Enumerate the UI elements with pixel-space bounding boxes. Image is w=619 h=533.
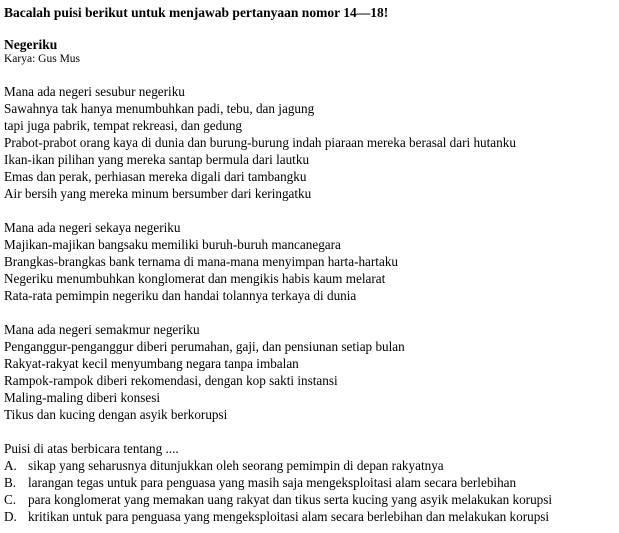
poem-line: Brangkas-brangkas bank ternama di mana-mana menyimpan harta-hartaku	[4, 254, 399, 269]
instruction-text: Bacalah puisi berikut untuk menjawab pertanyaan nomor 14—18!	[4, 5, 389, 20]
poem-line: Emas dan perak, perhiasan mereka digali dari tambangku	[4, 169, 307, 184]
option-letter: C.	[4, 492, 17, 507]
poem-stanza-2	[4, 219, 398, 304]
poem-author: Karya: Gus Mus	[4, 53, 81, 65]
poem-line: Rata-rata pemimpin negeriku dan handai tolannya terkaya di dunia	[4, 288, 357, 303]
poem-line: Negeriku menumbuhkan konglomerat dan mengikis habis kaum melarat	[4, 271, 386, 286]
option-text: para konglomerat yang memakan uang rakyat dan tikus serta kucing yang asyik melakukan korupsi	[28, 492, 553, 507]
poem-stanza-1	[4, 83, 516, 202]
answer-options	[4, 457, 552, 525]
poem-line: Ikan-ikan pilihan yang mereka santap bermula dari lautku	[4, 152, 310, 167]
poem-line: Prabot-prabot orang kaya di dunia dan burung-burung indah piaraan mereka berasal dari hutanku	[4, 135, 516, 150]
poem-line: Mana ada negeri sesubur negeriku	[4, 84, 185, 99]
poem-line: Penganggur-penganggur diberi perumahan, gaji, dan pensiunan setiap bulan	[4, 339, 405, 354]
poem-stanza-3	[4, 321, 405, 423]
poem-line: Maling-maling diberi konsesi	[4, 390, 161, 405]
answer-option-b[interactable]	[4, 474, 552, 491]
option-text: sikap yang seharusnya ditunjukkan oleh seorang pemimpin di depan rakyatnya	[28, 458, 444, 473]
poem-line: Majikan-majikan bangsaku memiliki buruh-buruh mancanegara	[4, 237, 341, 252]
poem-title: Negeriku	[4, 37, 58, 52]
option-text: larangan tegas untuk para penguasa yang masih saja mengeksploitasi alam secara berlebihan	[28, 475, 517, 490]
answer-option-c[interactable]	[4, 491, 552, 508]
poem-line: Sawahnya tak hanya menumbuhkan padi, tebu, dan jagung	[4, 101, 315, 116]
poem-line: Rakyat-rakyat kecil menyumbang negara tanpa imbalan	[4, 356, 299, 371]
option-text: kritikan untuk para penguasa yang mengeksploitasi alam secara berlebihan dan melakukan korupsi	[28, 509, 550, 524]
poem-line: tapi juga pabrik, tempat rekreasi, dan gedung	[4, 118, 243, 133]
poem-line: Mana ada negeri semakmur negeriku	[4, 322, 200, 337]
poem-line: Tikus dan kucing dengan asyik berkorupsi	[4, 407, 228, 422]
poem-line: Mana ada negeri sekaya negeriku	[4, 220, 181, 235]
answer-option-d[interactable]	[4, 508, 552, 525]
option-letter: D.	[4, 509, 17, 524]
option-letter: A.	[4, 458, 17, 473]
answer-option-a[interactable]	[4, 457, 552, 474]
poem-line: Rampok-rampok diberi rekomendasi, dengan kop sakti instansi	[4, 373, 338, 388]
option-letter: B.	[4, 475, 17, 490]
question-text: Puisi di atas berbicara tentang ....	[4, 441, 179, 456]
poem-line: Air bersih yang mereka minum bersumber dari keringatku	[4, 186, 312, 201]
